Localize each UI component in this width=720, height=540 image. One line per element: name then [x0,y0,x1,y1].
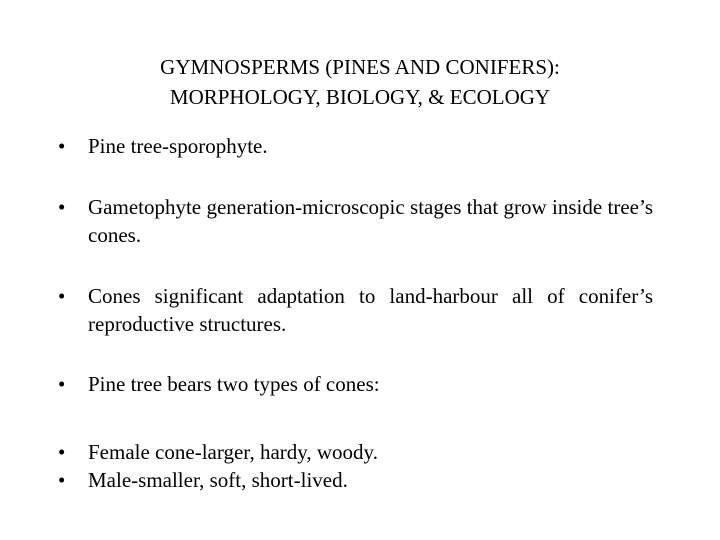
bullet-item [58,466,653,494]
bullet-dot: • [58,134,66,158]
bullet-text: Pine tree bears two types of cones: [88,372,380,396]
bullet-text: Male-smaller, soft, short-lived. [88,468,348,492]
slide-title [60,52,660,112]
bullet-dot: • [58,284,66,308]
bullet-item [58,193,653,249]
bullet-dot: • [58,440,66,464]
title-line-1: GYMNOSPERMS (PINES AND CONIFERS): [160,55,560,79]
bullet-item [58,370,653,398]
bullet-dot: • [58,195,66,219]
bullet-text: Gametophyte generation-microscopic stages that grow inside tree’s cones. [88,195,653,247]
bullet-item [58,282,653,338]
bullet-dot: • [58,372,66,396]
bullet-text: Cones significant adaptation to land-harbour all of conifer’s reproductive structures. [88,284,653,336]
bullet-text: Pine tree-sporophyte. [88,134,268,158]
bullet-text: Female cone-larger, hardy, woody. [88,440,378,464]
bullet-dot: • [58,468,66,492]
bullet-item [58,438,653,466]
bullet-item [58,132,653,160]
title-line-2: MORPHOLOGY, BIOLOGY, & ECOLOGY [169,85,551,109]
